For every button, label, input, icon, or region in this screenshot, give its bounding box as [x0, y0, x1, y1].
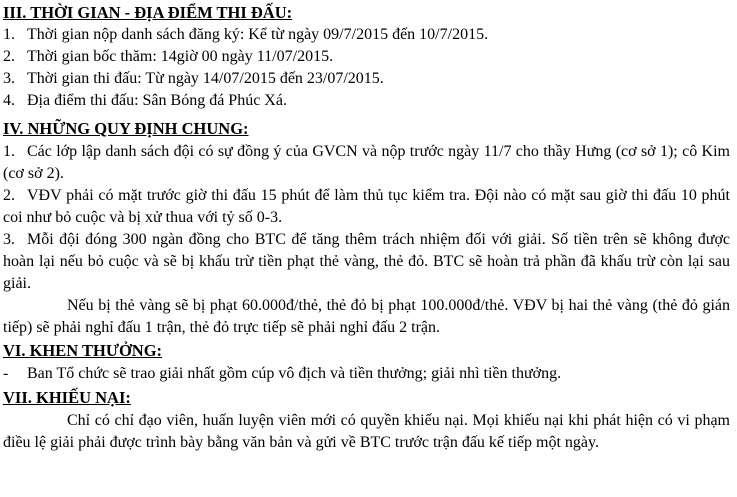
item-text: Địa điểm thi đấu: Sân Bóng đá Phúc Xá. — [27, 92, 287, 109]
item-number: 1. — [3, 143, 15, 160]
list-item — [3, 24, 488, 46]
item-text: Các lớp lập danh sách đội có sự đồng ý của GVCN và nộp trước ngày 11/7 cho thầy Hưng (cơ sở 1); cô Kim (cơ sở 2). — [3, 143, 730, 182]
complaints-paragraph: Chỉ có chỉ đạo viên, huấn luyện viên mới có quyền khiếu nại. Mọi khiếu nại khi phát hiện có vi phạm điều lệ giải phải được trình bày bằng văn bản và gửi về BTC trước trận đấu kế tiếp một ngày. — [3, 412, 730, 451]
item-text: Ban Tổ chức sẽ trao giải nhất gồm cúp vô địch và tiền thưởng; giải nhì tiền thưởng. — [27, 365, 562, 382]
item-text: VĐV phải có mặt trước giờ thi đấu 15 phút để làm thủ tục kiểm tra. Đội nào có mặt sau giờ thi đấu 10 phút coi như bỏ cuộc và bị xử thua với tỷ số 0-3. — [3, 187, 730, 226]
list-item — [3, 46, 333, 68]
list-item — [3, 90, 287, 112]
section-heading-schedule: III. THỜI GIAN - ĐỊA ĐIỂM THI ĐẤU: — [3, 3, 293, 22]
item-text: Thời gian bốc thăm: 14giờ 00 ngày 11/07/2015. — [27, 48, 334, 65]
item-text: Mỗi đội đóng 300 ngàn đồng cho BTC để tăng thêm trách nhiệm đối với giải. Số tiền trên sẽ không được hoàn lại nếu bỏ cuộc và sẽ bị khấu trừ tiền phạt thẻ vàng, thẻ đỏ. BTC sẽ hoàn trả phần đã khấu trừ còn lại sau giải. — [3, 231, 730, 292]
penalty-paragraph: Nếu bị thẻ vàng sẽ bị phạt 60.000đ/thẻ, thẻ đỏ bị phạt 100.000đ/thẻ. VĐV bị hai thẻ vàng (thẻ đỏ gián tiếp) sẽ phải nghỉ đấu 1 trận, thẻ đỏ trực tiếp sẽ phải nghỉ đấu 2 trận. — [3, 297, 730, 336]
item-number: 2. — [3, 187, 15, 204]
item-text: Thời gian thi đấu: Từ ngày 14/07/2015 đến 23/07/2015. — [27, 70, 384, 87]
list-item — [3, 141, 730, 185]
item-number: 3. — [3, 231, 15, 248]
list-item — [3, 185, 730, 229]
section-heading-awards: VI. KHEN THƯỞNG: — [3, 341, 163, 360]
item-number: 3. — [3, 70, 15, 87]
section-heading-rules: IV. NHỮNG QUY ĐỊNH CHUNG: — [3, 119, 249, 138]
list-item — [3, 229, 730, 295]
item-number: 2. — [3, 48, 15, 65]
list-item — [3, 363, 561, 385]
item-number: 4. — [3, 92, 15, 109]
section-heading-complaints: VII. KHIẾU NẠI: — [3, 388, 131, 407]
bullet-dash: - — [3, 365, 9, 382]
item-text: Thời gian nộp danh sách đăng ký: Kể từ ngày 09/7/2015 đến 10/7/2015. — [27, 26, 489, 43]
item-number: 1. — [3, 26, 15, 43]
list-item — [3, 68, 384, 90]
